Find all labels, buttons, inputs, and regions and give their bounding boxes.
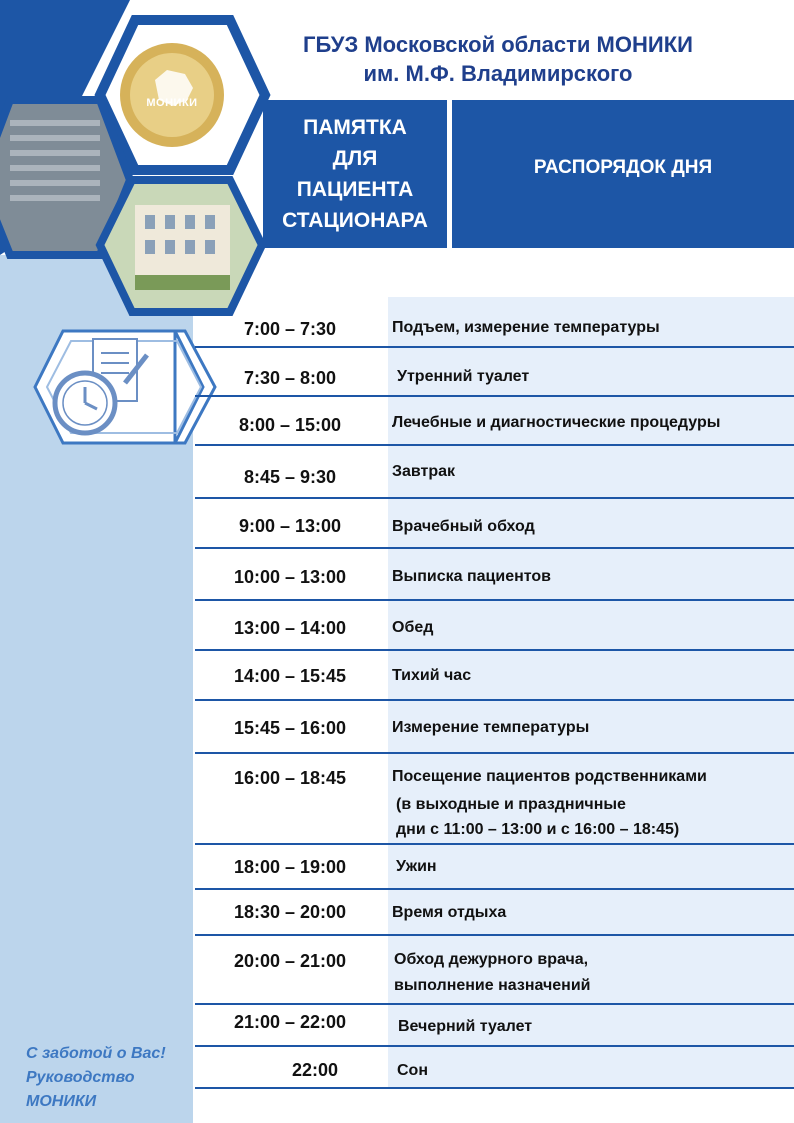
row-divider bbox=[195, 1045, 794, 1047]
schedule-activity: Завтрак bbox=[392, 463, 456, 480]
organization-title-line2: им. М.Ф. Владимирского bbox=[363, 61, 633, 86]
schedule-activity: Обед bbox=[392, 619, 434, 636]
schedule-time: 14:00 – 15:45 bbox=[233, 666, 347, 686]
schedule-activity: Измерение температуры bbox=[392, 719, 590, 736]
memo-line-4: СТАЦИОНАРА bbox=[282, 209, 428, 232]
routine-header-box bbox=[452, 100, 794, 248]
routine-title: РАСПОРЯДОК ДНЯ bbox=[533, 157, 713, 178]
schedule-time: 21:00 – 22:00 bbox=[233, 1012, 347, 1032]
schedule-activity: Посещение пациентов родственниками bbox=[392, 768, 707, 785]
row-divider bbox=[195, 752, 794, 754]
footer-line-1: С заботой о Вас! bbox=[26, 1045, 166, 1062]
schedule-activity: Вечерний туалет bbox=[398, 1018, 533, 1035]
row-divider bbox=[195, 1087, 794, 1089]
row-divider bbox=[195, 1003, 794, 1005]
schedule-time: 7:30 – 8:00 bbox=[243, 368, 337, 388]
row-divider bbox=[195, 444, 794, 446]
schedule-time: 8:45 – 9:30 bbox=[243, 467, 337, 487]
row-divider bbox=[195, 497, 794, 499]
schedule-time: 10:00 – 13:00 bbox=[233, 567, 347, 587]
schedule-activity-note: дни с 11:00 – 13:00 и с 16:00 – 18:45) bbox=[396, 821, 680, 838]
schedule-activity: Обход дежурного врача, bbox=[394, 951, 589, 968]
schedule-activity: Ужин bbox=[396, 858, 437, 875]
schedule-time: 22:00 bbox=[291, 1060, 339, 1080]
row-divider bbox=[195, 547, 794, 549]
schedule-activity: Сон bbox=[397, 1062, 428, 1079]
row-divider bbox=[195, 599, 794, 601]
schedule-time: 15:45 – 16:00 bbox=[233, 718, 347, 738]
memo-line-2: ДЛЯ bbox=[332, 147, 378, 170]
organization-title-line1: ГБУЗ Московской области МОНИКИ bbox=[303, 32, 693, 57]
schedule-time: 9:00 – 13:00 bbox=[238, 516, 342, 536]
row-divider bbox=[195, 934, 794, 936]
schedule-time: 8:00 – 15:00 bbox=[238, 415, 342, 435]
memo-line-1: ПАМЯТКА bbox=[303, 116, 407, 139]
schedule-activity: Тихий час bbox=[392, 667, 472, 684]
row-divider bbox=[195, 649, 794, 651]
schedule-activity: Лечебные и диагностические процедуры bbox=[392, 414, 721, 431]
schedule-activity-note: (в выходные и праздничные bbox=[396, 796, 626, 813]
row-divider bbox=[195, 888, 794, 890]
schedule-activity: Выписка пациентов bbox=[392, 568, 551, 585]
schedule-activity: Врачебный обход bbox=[392, 518, 535, 535]
footer-line-2: Руководство bbox=[26, 1069, 135, 1086]
logo-text: МОНИКИ bbox=[146, 97, 198, 109]
row-divider bbox=[195, 395, 794, 397]
footer-line-3: МОНИКИ bbox=[26, 1093, 97, 1110]
schedule-activity: Утренний туалет bbox=[397, 368, 530, 385]
moniki-logo bbox=[117, 40, 227, 150]
schedule-time: 16:00 – 18:45 bbox=[233, 768, 347, 788]
schedule-activity: выполнение назначений bbox=[394, 977, 591, 994]
schedule-activity: Время отдыха bbox=[392, 904, 507, 921]
row-divider bbox=[195, 699, 794, 701]
schedule-activity: Подъем, измерение температуры bbox=[392, 319, 660, 336]
row-divider bbox=[195, 843, 794, 845]
row-divider bbox=[195, 346, 794, 348]
organization-title bbox=[268, 30, 728, 88]
schedule-time: 20:00 – 21:00 bbox=[233, 951, 347, 971]
memo-line-3: ПАЦИЕНТА bbox=[296, 178, 414, 201]
schedule-time: 13:00 – 14:00 bbox=[233, 618, 347, 638]
schedule-time: 7:00 – 7:30 bbox=[243, 319, 337, 339]
schedule-time: 18:30 – 20:00 bbox=[233, 902, 347, 922]
footer-signature bbox=[26, 1042, 166, 1114]
memo-header-box bbox=[263, 100, 447, 248]
schedule-time: 18:00 – 19:00 bbox=[233, 857, 347, 877]
